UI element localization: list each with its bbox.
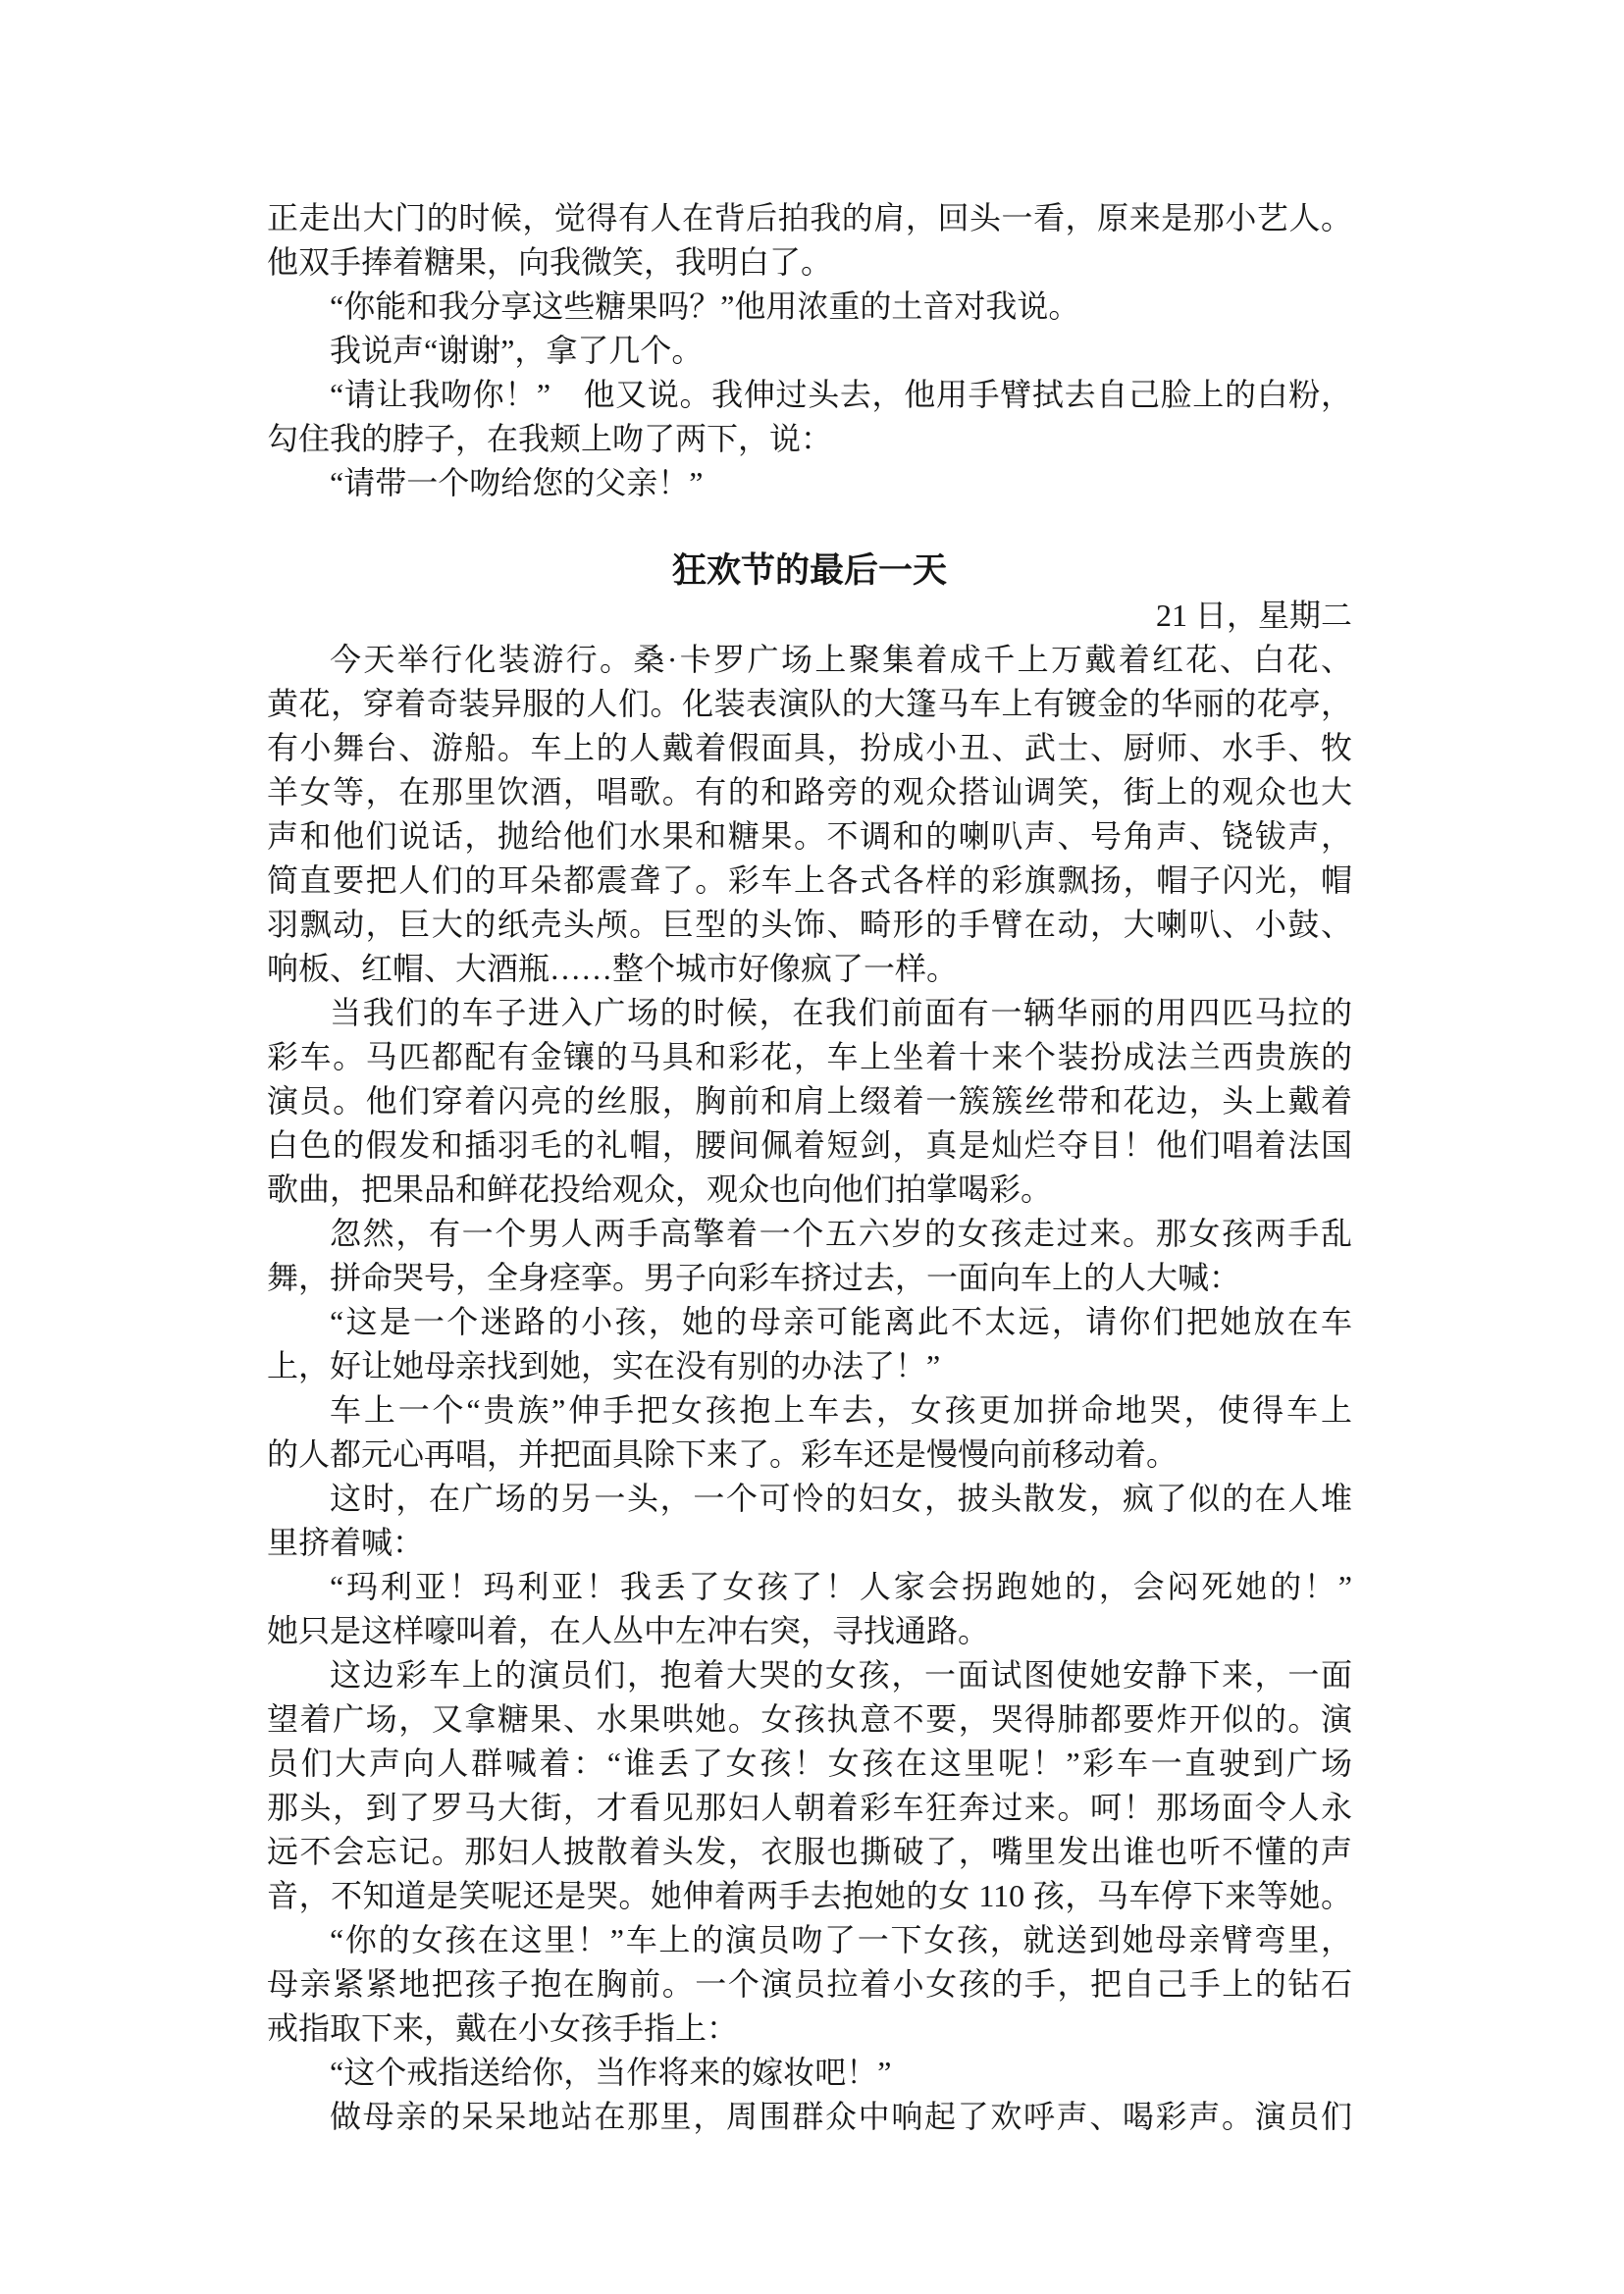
- text-line: 声和他们说话，抛给他们水果和糖果。不调和的喇叭声、号角声、铙钹声，: [267, 818, 1352, 854]
- text-line: 响板、红帽、大酒瓶……整个城市好像疯了一样。: [267, 951, 959, 986]
- text-line: 今天举行化装游行。桑·卡罗广场上聚集着成千上万戴着红花、白花、: [330, 642, 1352, 677]
- text-line: 有小舞台、游船。车上的人戴着假面具，扮成小丑、武士、厨师、水手、牧: [267, 730, 1352, 765]
- text-line: 正走出大门的时候，觉得有人在背后拍我的肩，回头一看，原来是那小艺人。: [267, 200, 1352, 235]
- text-line: 羊女等，在那里饮酒，唱歌。有的和路旁的观众搭讪调笑，街上的观众也大: [267, 774, 1352, 809]
- text-line: 戒指取下来，戴在小女孩手指上：: [267, 2010, 739, 2046]
- blank-line: [267, 505, 1352, 549]
- text-line: 车上一个“贵族”伸手把女孩抱上车去，女孩更加拼命地哭，使得车上: [330, 1392, 1352, 1428]
- text-line: “这个戒指送给你，当作将来的嫁妆吧！”: [330, 2055, 892, 2090]
- text-line: “请让我吻你！” 他又说。我伸过头去，他用手臂拭去自己脸上的白粉，: [330, 377, 1352, 412]
- text-line: 当我们的车子进入广场的时候，在我们前面有一辆华丽的用四匹马拉的: [330, 995, 1352, 1030]
- text-line: “这是一个迷路的小孩，她的母亲可能离此不太远，请你们把她放在车: [330, 1304, 1352, 1339]
- text-line: 母亲紧紧地把孩子抱在胸前。一个演员拉着小女孩的手，把自己手上的钻石: [267, 1966, 1352, 2002]
- text-line: 我说声“谢谢”，拿了几个。: [330, 333, 704, 368]
- text-line: 的人都元心再唱，并把面具除下来了。彩车还是慢慢向前移动着。: [267, 1436, 1179, 1472]
- text-line: 这时，在广场的另一头，一个可怜的妇女，披头散发，疯了似的在人堆: [330, 1481, 1352, 1516]
- text-line: 做母亲的呆呆地站在那里，周围群众中响起了欢呼声、喝彩声。演员们: [330, 2099, 1352, 2134]
- text-line: 彩车。马匹都配有金镶的马具和彩花，车上坐着十来个装扮成法兰西贵族的: [267, 1039, 1352, 1074]
- text-line: 这边彩车上的演员们，抱着大哭的女孩，一面试图使她安静下来，一面: [330, 1657, 1352, 1693]
- text-line: 上，好让她母亲找到她，实在没有别的办法了！”: [267, 1348, 941, 1383]
- text-line: 员们大声向人群喊着：“谁丢了女孩！女孩在这里呢！”彩车一直驶到广场: [267, 1746, 1352, 1781]
- text-line: 望着广场，又拿糖果、水果哄她。女孩执意不要，哭得肺都要炸开似的。演: [267, 1701, 1352, 1737]
- text-block: [267, 196, 1352, 2139]
- text-line: 里挤着喊：: [267, 1525, 425, 1560]
- text-line: “你能和我分享这些糖果吗？”他用浓重的土音对我说。: [330, 288, 1080, 324]
- text-line: 舞，拼命哭号，全身痉挛。男子向彩车挤过去，一面向车上的人大喊：: [267, 1260, 1241, 1295]
- text-line: 简直要把人们的耳朵都震聋了。彩车上各式各样的彩旗飘扬，帽子闪光，帽: [267, 862, 1352, 898]
- text-line: 忽然，有一个男人两手高擎着一个五六岁的女孩走过来。那女孩两手乱: [330, 1216, 1352, 1251]
- text-line: 那头，到了罗马大街，才看见那妇人朝着彩车狂奔过来。呵！那场面令人永: [267, 1790, 1352, 1825]
- text-line: 他双手捧着糖果，向我微笑，我明白了。: [267, 244, 833, 280]
- text-line: “请带一个吻给您的父亲！”: [330, 465, 704, 500]
- text-line: “玛利亚！玛利亚！我丢了女孩了！人家会拐跑她的，会闷死她的！”: [330, 1569, 1352, 1604]
- text-line: 黄花，穿着奇装异服的人们。化装表演队的大篷马车上有镀金的华丽的花亭，: [267, 686, 1352, 721]
- text-line: 歌曲，把果品和鲜花投给观众，观众也向他们拍掌喝彩。: [267, 1172, 1053, 1207]
- text-line: 演员。他们穿着闪亮的丝服，胸前和肩上缀着一簇簇丝带和花边，头上戴着: [267, 1083, 1352, 1119]
- text-line: 羽飘动，巨大的纸壳头颅。巨型的头饰、畸形的手臂在动，大喇叭、小鼓、: [267, 907, 1352, 942]
- text-line: 音，不知道是笑呢还是哭。她伸着两手去抱她的女 110 孩，马车停下来等她。: [267, 1878, 1352, 1913]
- dateline: 21 日，星期二: [1155, 598, 1352, 633]
- text-line: 她只是这样嚎叫着，在人丛中左冲右突，寻找通路。: [267, 1613, 990, 1648]
- text-line: 远不会忘记。那妇人披散着头发，衣服也撕破了，嘴里发出谁也听不懂的声: [267, 1834, 1352, 1869]
- text-line: 白色的假发和插羽毛的礼帽，腰间佩着短剑，真是灿烂夺目！他们唱着法国: [267, 1127, 1352, 1163]
- text-line: 勾住我的脖子，在我颊上吻了两下，说：: [267, 421, 833, 456]
- text-line: “你的女孩在这里！”车上的演员吻了一下女孩，就送到她母亲臂弯里，: [330, 1922, 1352, 1957]
- section-title: 狂欢节的最后一天: [671, 551, 947, 591]
